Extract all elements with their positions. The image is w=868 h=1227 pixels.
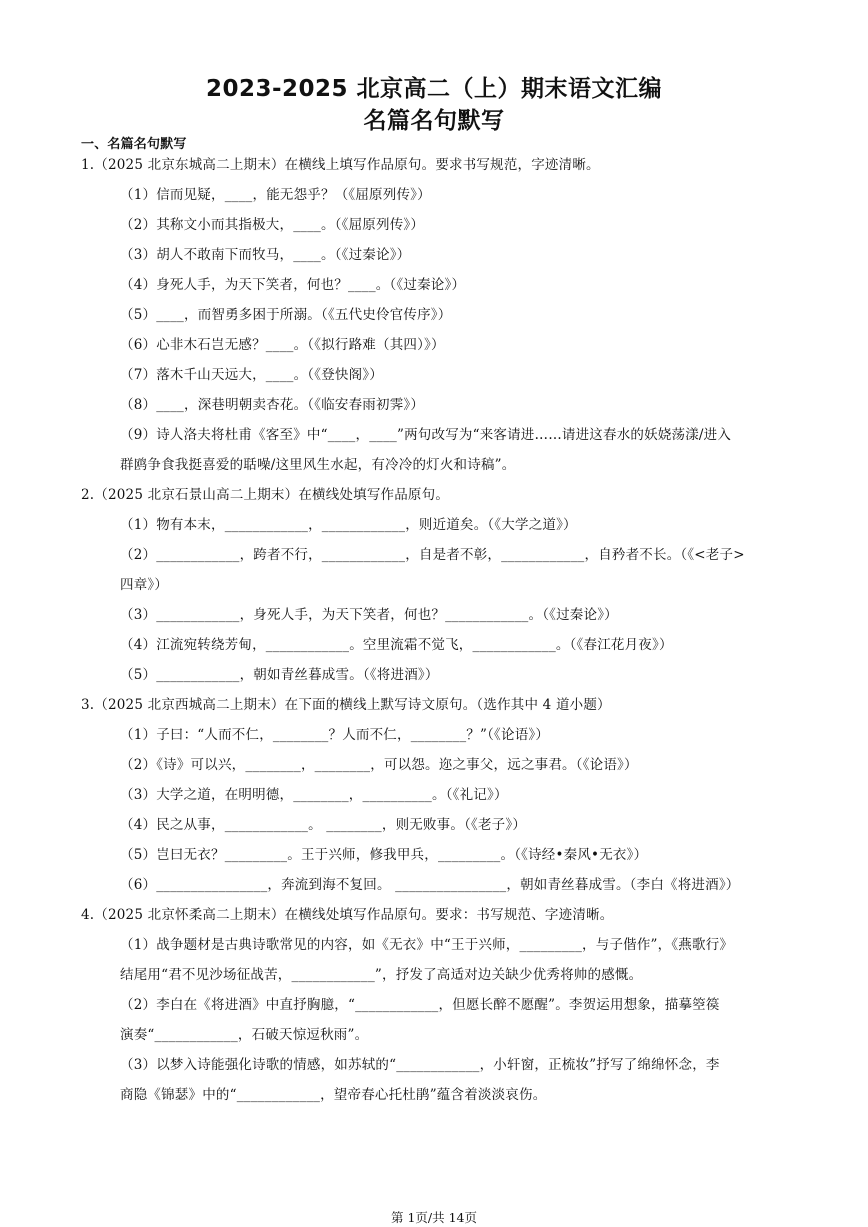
question-3-item-1: （1）子曰：“人而不仁，________？人而不仁，________？”（《论语》） xyxy=(120,727,550,743)
question-1-item-3: （3）胡人不敢南下而牧马，____。（《过秦论》） xyxy=(120,247,411,263)
question-3-item-5: （5）岂曰无衣？_________。王于兴师，修我甲兵，_________。（《诗经•秦风•无衣》） xyxy=(120,847,648,863)
question-1-stem: 1.（2025 北京东城高二上期末）在横线上填写作品原句。要求书写规范，字迹清晰。 xyxy=(81,157,600,173)
question-1-item-9-cont: 群鸥争食我挺喜爱的聒噪/这里风生水起，有冷冷的灯火和诗稿”。 xyxy=(120,457,516,473)
question-3-stem: 3.（2025 北京西城高二上期末）在下面的横线上默写诗文原句。（选作其中 4 道小题） xyxy=(81,697,611,713)
question-3-item-2: （2）《诗》可以兴，________，________，可以怨。迩之事父，远之事君。（《论语》） xyxy=(120,757,638,773)
question-2-item-1: （1）物有本末，____________，____________，则近道矣。（《大学之道》） xyxy=(120,517,577,533)
question-4-item-3: （3）以梦入诗能强化诗歌的情感，如苏轼的“____________，小轩窗，正梳妆”抒写了绵绵怀念，李 xyxy=(120,1057,720,1073)
document-title: 2023-2025 北京高二（上）期末语文汇编 xyxy=(205,76,663,102)
question-4-item-2: （2）李白在《将进酒》中直抒胸臆，“____________，但愿长醉不愿醒”。李贺运用想象，描摹箜篌 xyxy=(120,997,720,1013)
question-2-item-3: （3）____________，身死人手，为天下笑者，何也？____________。（《过秦论》） xyxy=(120,607,618,623)
section-heading: 一、名篇名句默写 xyxy=(81,137,187,152)
question-2-item-2: （2）____________，跨者不行，____________，自是者不彰，____________，自矜者不长。（《<老子> xyxy=(120,547,745,563)
page-number: 第 1页/共 14页 xyxy=(390,1210,478,1225)
question-1-item-1: （1）信而见疑，____，能无怨乎？（《屈原列传》） xyxy=(120,187,431,203)
question-3-item-6: （6）________________，奔流到海不复回。 ________________，朝如青丝暮成雪。（李白《将进酒》） xyxy=(120,877,740,893)
question-1-item-8: （8）____，深巷明朝卖杏花。（《临安春雨初霁》） xyxy=(120,397,425,413)
question-2-item-5: （5）____________，朝如青丝暮成雪。（《将进酒》） xyxy=(120,667,439,683)
question-4-item-2-cont: 演奏“____________，石破天惊逗秋雨”。 xyxy=(120,1027,369,1043)
question-3-item-3: （3）大学之道，在明明德，________，__________。（《礼记》） xyxy=(120,787,508,803)
question-1-item-7: （7）落木千山天远大，____。（《登快阁》） xyxy=(120,367,383,383)
question-4-item-1-cont: 结尾用“君不见沙场征战苦，____________”，抒发了高适对边关缺少优秀将帅的感慨。 xyxy=(120,967,643,983)
question-2-item-4: （4）江流宛转绕芳甸，____________。空里流霜不觉飞，____________。（《春江花月夜》） xyxy=(120,637,673,653)
question-1-item-2: （2）其称文小而其指极大，____。（《屈原列传》） xyxy=(120,217,425,233)
question-1-item-4: （4）身死人手，为天下笑者，何也？____。（《过秦论》） xyxy=(120,277,466,293)
question-3-item-4: （4）民之从事，____________。 ________，则无败事。（《老子》） xyxy=(120,817,527,833)
question-1-item-9: （9）诗人洛夫将杜甫《客至》中“____，____”两句改写为“来客请进……请进这春水的妖娆荡漾/进入 xyxy=(120,427,732,443)
document-subtitle: 名篇名句默写 xyxy=(363,108,505,134)
question-2-item-2-cont: 四章》） xyxy=(120,577,169,593)
question-4-stem: 4.（2025 北京怀柔高二上期末）在横线处填写作品原句。要求：书写规范、字迹清晰。 xyxy=(81,907,614,923)
question-4-item-3-cont: 商隐《锦瑟》中的“____________，望帝春心托杜鹃”蕴含着淡淡哀伤。 xyxy=(120,1087,547,1103)
question-1-item-5: （5）____，而智勇多困于所溺。（《五代史伶官传序》） xyxy=(120,307,452,323)
question-2-stem: 2.（2025 北京石景山高二上期末）在横线处填写作品原句。 xyxy=(81,487,450,503)
question-4-item-1: （1）战争题材是古典诗歌常见的内容，如《无衣》中“王于兴师，_________，与子偕作”，《燕歌行》 xyxy=(120,937,734,953)
question-1-item-6: （6）心非木石岂无感？____。（《拟行路难（其四）》） xyxy=(120,337,445,353)
